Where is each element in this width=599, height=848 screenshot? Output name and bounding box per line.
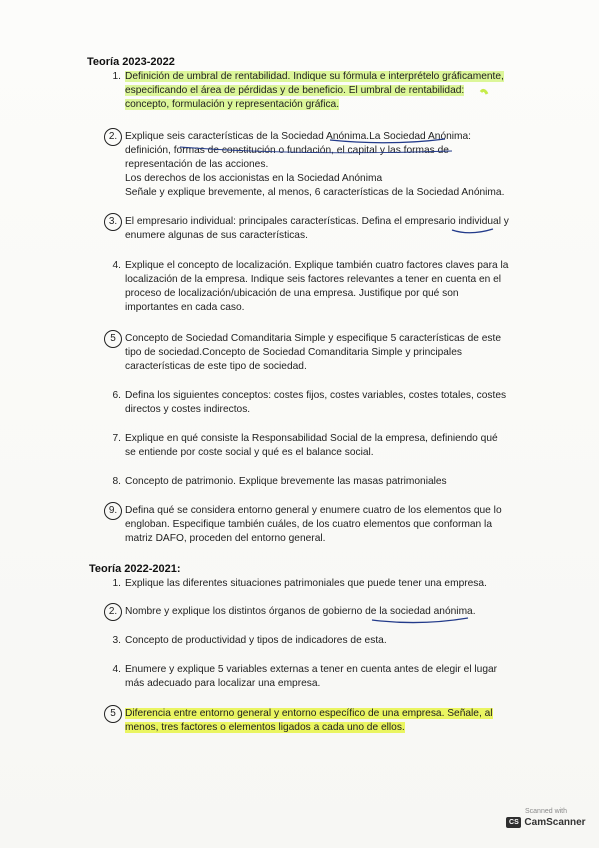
question-5-2022	[110, 707, 525, 735]
scanned-with-label: Scanned with	[524, 808, 568, 815]
question-3-2023: 3. El empresario individual: principales características. Defina el empresario individual y enumere algunas de sus características.	[125, 215, 525, 243]
circled-question-number: 9.	[104, 502, 122, 520]
highlighted-text: menos, tres factores o elementos ligados a cada uno de ellos.	[125, 722, 405, 733]
question-5-2023: 5 Concepto de Sociedad Comanditaria Simple y especifique 5 características de este tipo de sociedad.Concepto de Sociedad Comanditaria Simple y principales características de este tipo de sociedad.	[125, 332, 525, 374]
question-number: 1.	[112, 578, 121, 589]
camscanner-name: CamScanner	[524, 817, 586, 828]
question-2-2022: 2. Nombre y explique los distintos órganos de gobierno de la sociedad anónima.	[125, 605, 525, 619]
highlighted-text: Definición de umbral de rentabilidad. Indique su fórmula e interprételo gráficamente,	[125, 71, 504, 82]
question-number: 8.	[112, 476, 121, 487]
camscanner-watermark	[503, 808, 589, 838]
question-8-2023: 8. Concepto de patrimonio. Explique brevemente las masas patrimoniales	[125, 475, 525, 489]
question-number: 7.	[112, 433, 121, 444]
question-6-2023: 6. Defina los siguientes conceptos: costes fijos, costes variables, costes totales, costes directos y costes indirectos.	[125, 389, 525, 417]
question-1-2023	[112, 70, 505, 112]
question-3-2022: 3. Concepto de productividad y tipos de indicadores de esta.	[125, 634, 525, 648]
question-number: 4.	[112, 664, 121, 675]
question-number: 6.	[112, 390, 121, 401]
highlighted-text: Diferencia entre entorno general y entorno específico de una empresa. Señale, al	[125, 708, 493, 719]
camscanner-logo-icon: CS	[506, 817, 521, 828]
question-9-2023: 9. Defina qué se considera entorno general y enumere cuatro de los elementos que lo engloban. Especifique también cuáles, de los cuatro elementos que conforman la matriz DAFO, proceden del entorno general.	[125, 504, 525, 546]
question-number: 4.	[112, 260, 121, 271]
question-4-2023: 4. Explique el concepto de localización. Explique también cuatro factores claves para la localización de la empresa. Indique seis factores relevantes a tener en cuenta en el proceso de localización/ubicación de una empresa. Justifique por qué son importantes en cada caso.	[125, 259, 525, 315]
question-number: 3.	[112, 635, 121, 646]
circled-question-number: 2.	[104, 603, 122, 621]
circled-question-number: 2.	[104, 128, 122, 146]
question-1-2022: 1. Explique las diferentes situaciones patrimoniales que puede tener una empresa.	[125, 577, 525, 591]
question-2-2023: 2. Explique seis características de la Sociedad Anónima.La Sociedad Anónima: definición, formas de constitución o fundación, el capital y las formas de representación de las acciones. Los derechos de los accionistas en la Sociedad Anónima Señale y explique brevemente, al menos, 6 características de la Sociedad Anónima.	[125, 130, 525, 200]
question-number: 1.	[112, 71, 121, 82]
circled-question-number: 3.	[104, 213, 122, 231]
section-title-2023: Teoría 2023-2022	[87, 56, 175, 68]
highlighted-text: especificando el área de pérdidas y de beneficio. El umbral de rentabilidad:	[125, 85, 465, 96]
question-4-2022: 4. Enumere y explique 5 variables externas a tener en cuenta antes de elegir el lugar más adecuado para localizar una empresa.	[125, 663, 525, 691]
section-title-2022: Teoría 2022-2021:	[89, 563, 181, 575]
circled-question-number: 5	[104, 705, 122, 723]
circled-question-number: 5	[104, 330, 122, 348]
question-7-2023: 7. Explique en qué consiste la Responsabilidad Social de la empresa, definiendo qué se entiende por coste social y qué es el balance social.	[125, 432, 525, 460]
highlighted-text: concepto, formulación y representación gráfica.	[125, 99, 340, 110]
